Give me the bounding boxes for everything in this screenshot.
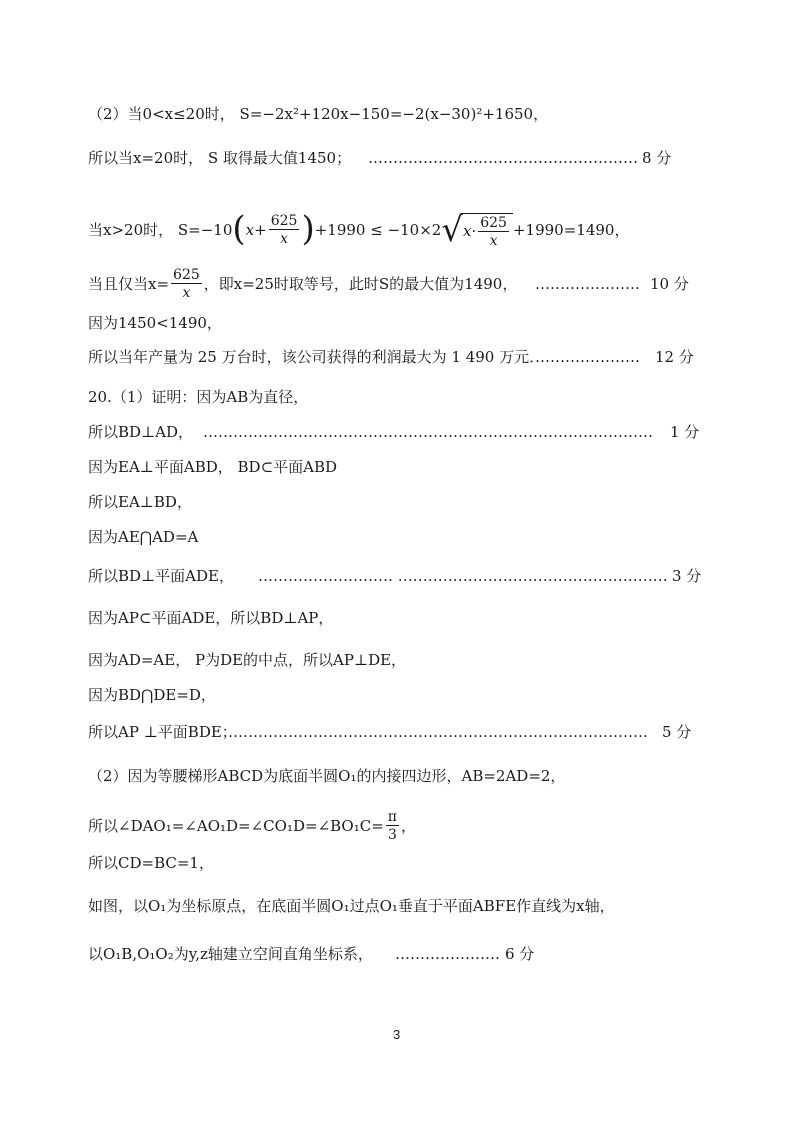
fraction-numerator: π	[387, 809, 397, 825]
score-label: 10 分	[650, 275, 689, 293]
left-paren: (	[232, 209, 246, 250]
dot-leader: ………………………………………………………………………………	[203, 423, 653, 441]
score-label: 6 分	[505, 945, 535, 963]
fraction-numerator: 625	[480, 214, 507, 231]
line-conclusion: 所以当年产量为 25 万台时，该公司获得的利润最大为 1 490 万元．	[88, 348, 545, 366]
line-ap-perp-de: 因为AD=AE， P为DE的中点，所以AP⊥DE，	[88, 651, 407, 669]
fraction-denominator: 3	[387, 827, 397, 843]
line-intersection-d: 因为BD⋂DE=D，	[88, 686, 216, 704]
score-label: 5 分	[662, 723, 692, 741]
fraction-625-over-x-3	[171, 268, 202, 300]
line-cd-bc: 所以CD=BC=1，	[88, 854, 214, 872]
sqrt-sign: √	[441, 210, 463, 250]
line-angles: 所以∠DAO₁=∠AO₁D=∠CO₁D=∠BO₁C= $\frac{\pi}{3}$ ，	[88, 809, 417, 843]
equality-suffix: ，即x=25时取等号，此时S的最大值为1490，	[203, 275, 518, 293]
line-bd-perp-ap: 因为AP⊂平面ADE，所以BD⊥AP，	[88, 609, 334, 627]
line-part2-trapezoid: （2）因为等腰梯形ABCD为底面半圆O₁的内接四边形，AB=2AD=2，	[88, 767, 566, 785]
line-compare: 因为1450<1490，	[88, 314, 222, 332]
dot-leader: …………………	[535, 348, 640, 366]
equality-prefix: 当且仅当x=	[88, 275, 170, 293]
line-q20-part1: 20.（1）证明：因为AB为直径，	[88, 388, 309, 406]
line-ea-perp-plane: 因为EA⊥平面ABD， BD⊂平面ABD	[88, 458, 338, 476]
score-label: 1 分	[670, 423, 700, 441]
score-label: 12 分	[655, 348, 694, 366]
fraction-numerator: 625	[270, 213, 298, 229]
var-x: x	[245, 221, 255, 239]
line-ea-perp-bd: 所以EA⊥BD，	[88, 493, 192, 511]
line-inequality: 当x>20时， S=−10 ( x + $\frac{625}{x}$ ) +1990 ≤ −10×2 √ x· $\frac{625}{x}$ +1990=1490，	[88, 209, 630, 250]
line-coordinate-setup: 如图，以O₁为坐标原点，在底面半圆O₁过点O₁垂直于平面ABFE作直线为x轴，	[88, 897, 615, 915]
line-ap-perp-plane-bde: 所以AP ⊥平面BDE；	[88, 723, 237, 741]
line-intersection-a: 因为AE⋂AD=A	[88, 528, 199, 546]
dot-leader: …………………………………………………………………………	[228, 723, 648, 741]
fraction-625-over-x-2	[478, 216, 509, 248]
fraction-denominator: x	[489, 232, 498, 249]
line-max-at-20: 所以当x=20时， S 取得最大值1450；	[88, 149, 352, 167]
score-label: 3 分	[672, 567, 702, 585]
angles-text: 所以∠DAO₁=∠AO₁D=∠CO₁D=∠BO₁C=	[88, 817, 384, 835]
score-label: 8 分	[642, 149, 672, 167]
page-number: 3	[393, 1027, 401, 1042]
fraction-pi-over-3	[386, 810, 399, 842]
fraction-denominator: x	[280, 231, 289, 247]
dot-leader: …………………	[535, 275, 640, 293]
sqrt-body	[461, 213, 513, 248]
fraction-denominator: x	[182, 285, 191, 301]
inequality-prefix: 当x>20时， S=−10	[88, 221, 233, 239]
dot-leader: ………………………………………………	[368, 149, 638, 167]
sqrt-x-dot: x·	[463, 221, 477, 240]
dot-leader: ……………………… ………………………………………………	[258, 567, 668, 585]
line-bd-perp-ad: 所以BD⊥AD，	[88, 423, 194, 441]
line-axes: 以O₁B,O₁O₂为y,z轴建立空间直角坐标系，	[88, 945, 373, 963]
inequality-suffix: +1990=1490，	[512, 221, 630, 239]
right-paren: )	[301, 209, 315, 250]
inequality-middle: +1990 ≤ −10×2	[314, 221, 442, 239]
line-equality-condition	[88, 266, 517, 302]
line-part2-quadratic: （2）当0<x≤20时， S=−2x²+120x−150=−2(x−30)²+1650，	[88, 105, 549, 123]
fraction-625-over-x	[269, 214, 300, 246]
dot-leader: …………………	[395, 945, 500, 963]
line-bd-perp-plane-ade: 所以BD⊥平面ADE，	[88, 567, 234, 585]
fraction-numerator: 625	[173, 267, 200, 283]
